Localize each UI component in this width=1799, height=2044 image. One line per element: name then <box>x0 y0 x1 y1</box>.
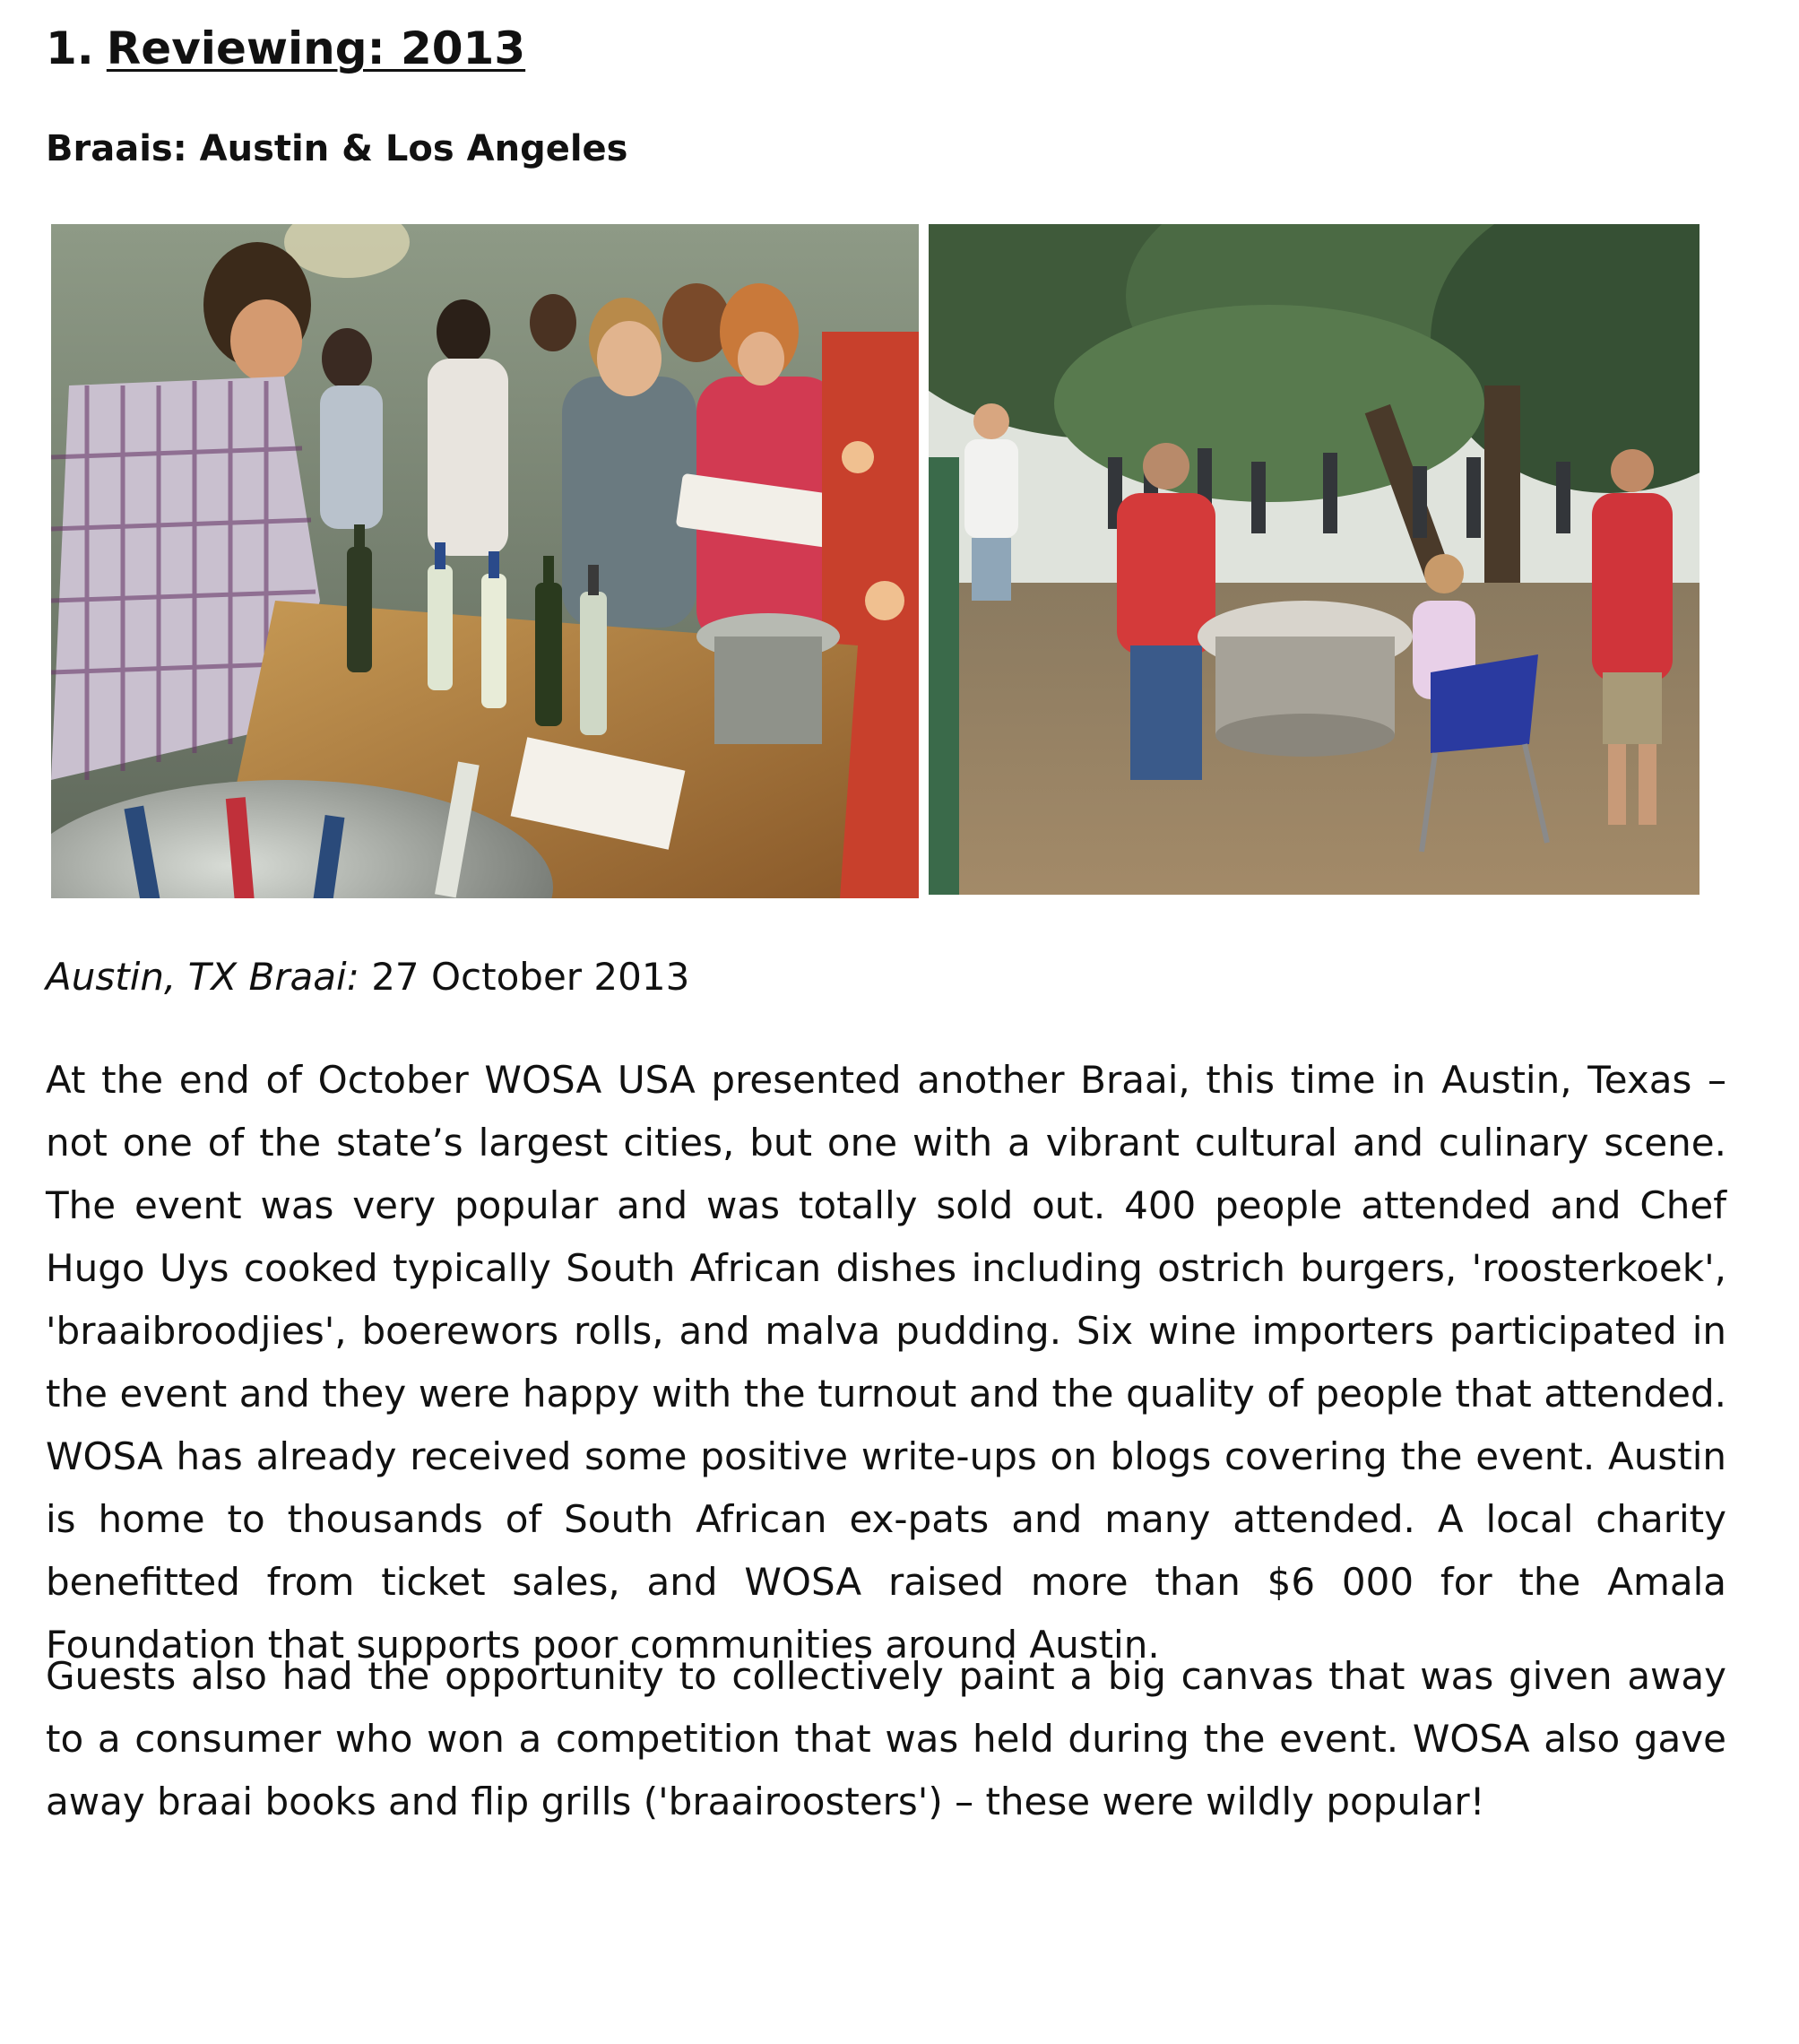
outdoor-braai-gathering-photo <box>929 224 1700 895</box>
section-heading <box>46 20 525 77</box>
body-paragraph-1: At the end of October WOSA USA presented another Braai, this time in Austin, Texas – not one of the state’s largest cities, but one with a vibrant cultural and culinary scene. The event was very popular and was totally sold out. 400 people attended and Chef Hugo Uys cooked typically South African dishes including ostrich burgers, 'roosterkoek', 'braaibroodjies', boerewors rolls, and malva pudding. Six wine importers participated in the event and they were happy with the turnout and the quality of people that attended. WOSA has already received some positive write-ups on blogs covering the event. Austin is home to thousands of South African ex-pats and many attended. A local charity benefitted from ticket sales, and WOSA raised more than $6 000 for the Amala Foundation that supports poor communities around Austin. <box>46 1058 1726 1667</box>
caption-place: Austin, TX Braai: <box>46 955 359 999</box>
section-subtitle: Braais: Austin & Los Angeles <box>46 128 628 169</box>
body-paragraph-2: Guests also had the opportunity to collectively paint a big canvas that was given away to a consumer who won a competition that was held during the event. WOSA also gave away braai books and flip grills ('braairoosters') – these were wildly popular! <box>46 1654 1726 1823</box>
caption-date: 27 October 2013 <box>359 955 690 999</box>
section-title: Reviewing: 2013 <box>106 22 526 74</box>
photo-caption <box>46 950 689 1004</box>
section-number: 1. <box>46 22 94 74</box>
indoor-wine-tasting-photo <box>51 224 919 898</box>
